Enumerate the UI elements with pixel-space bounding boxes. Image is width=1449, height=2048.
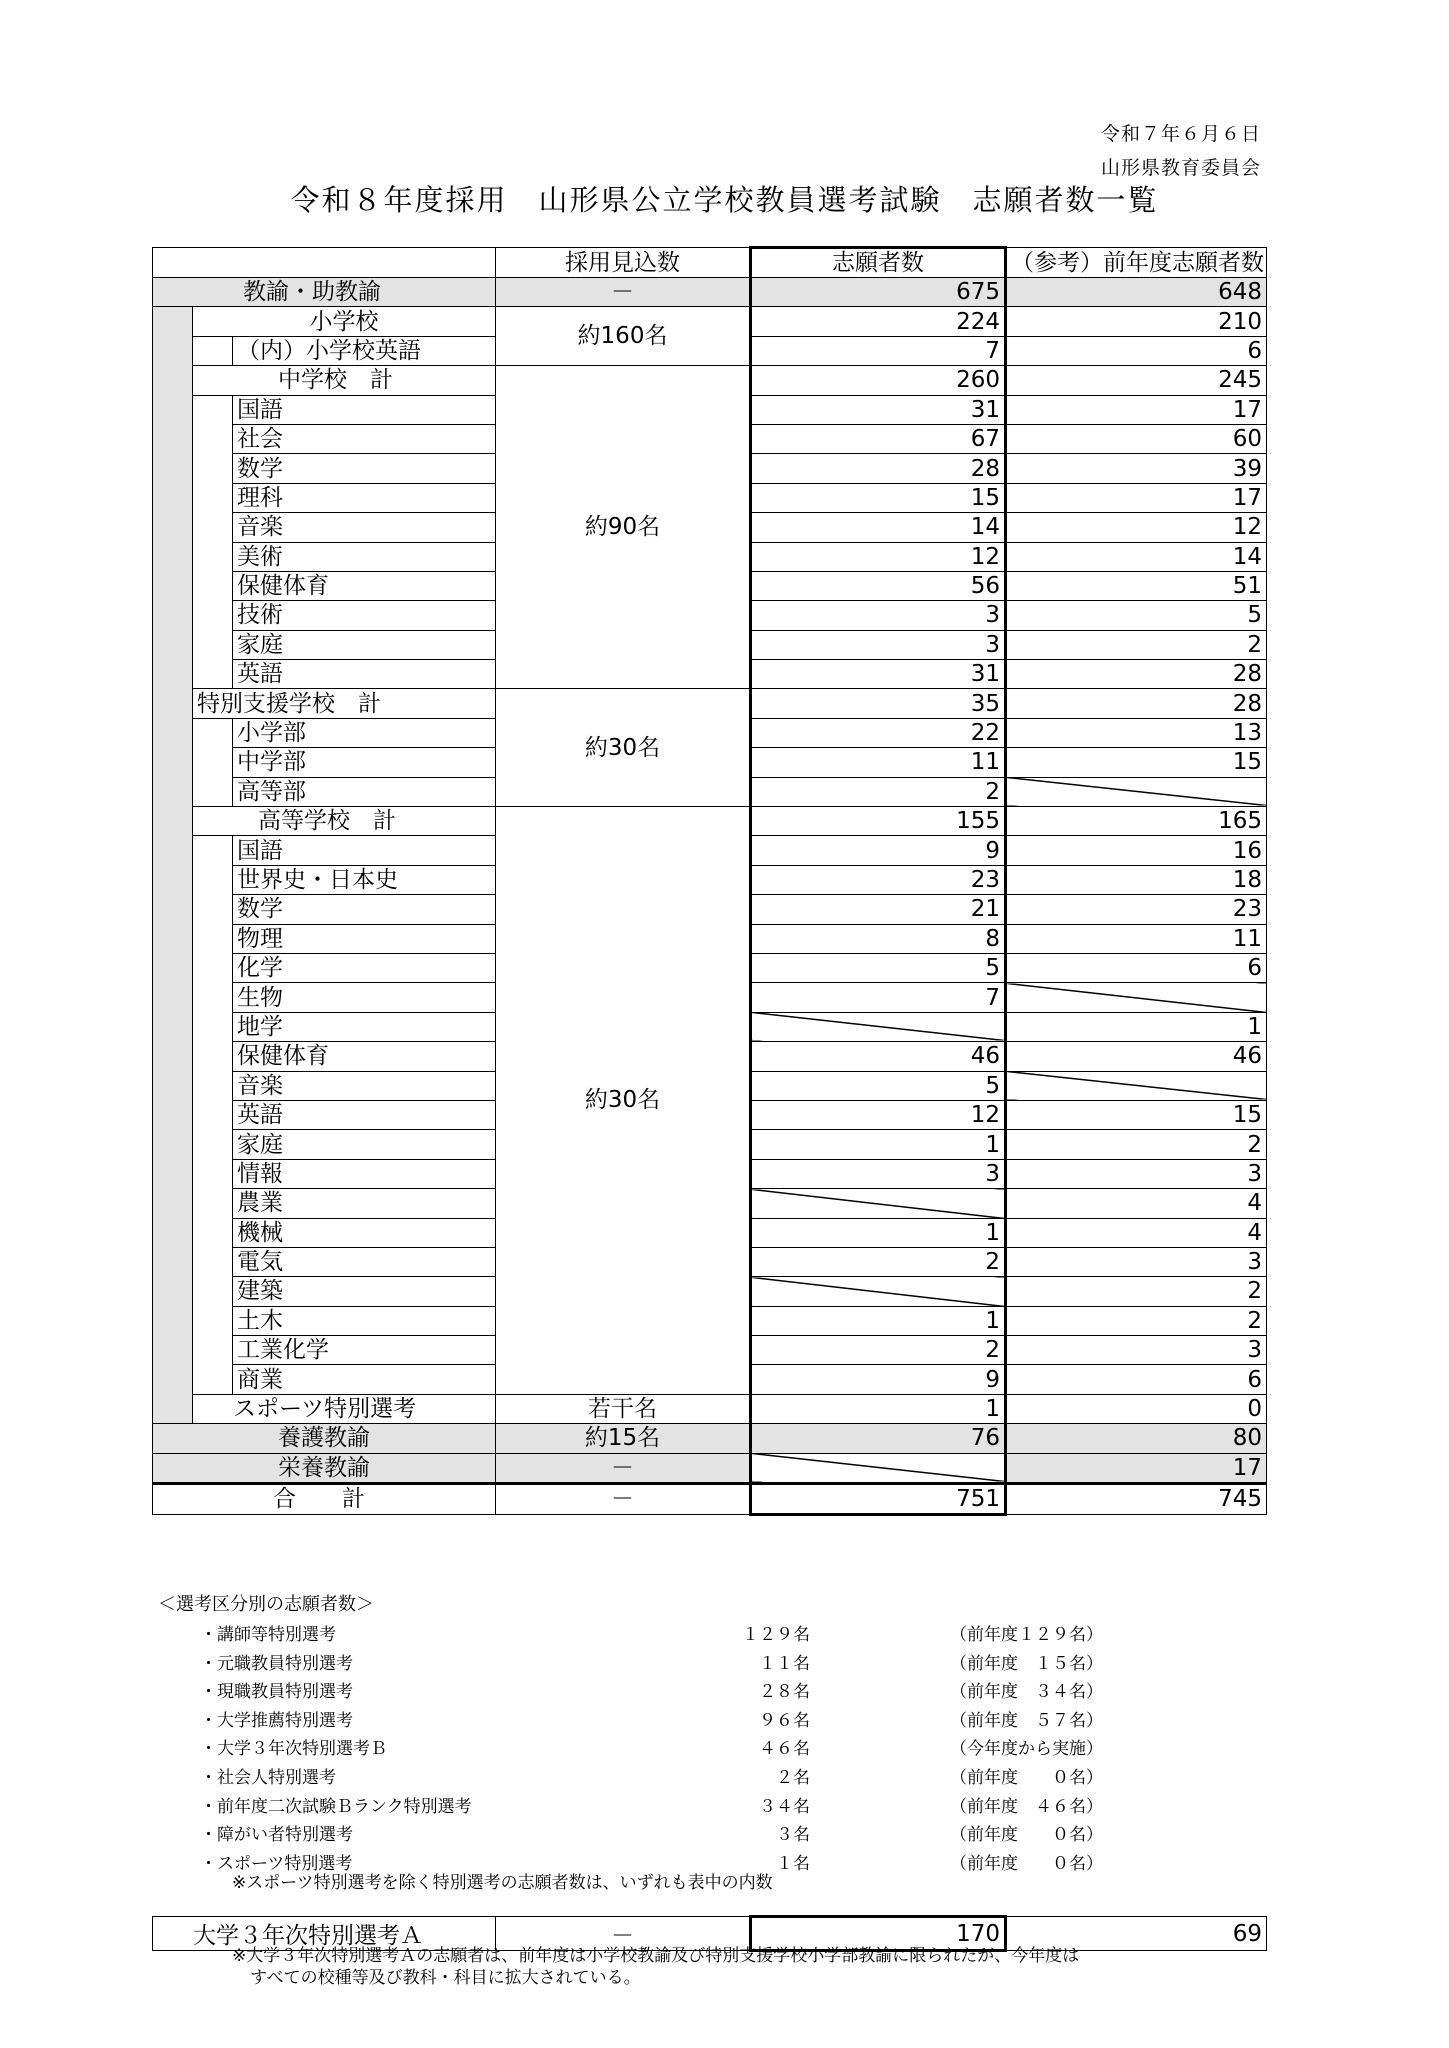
row-prev: 3	[1006, 1159, 1267, 1188]
row-prev: 2	[1006, 630, 1267, 659]
row-applicants: 260	[751, 366, 1006, 395]
row-label: 高等部	[233, 777, 496, 806]
item-prev: （前年度 ４６名）	[950, 1796, 1103, 1817]
row-prev: 12	[1006, 513, 1267, 542]
item-prev: （前年度 ０名）	[950, 1853, 1103, 1874]
indent-bar	[153, 307, 193, 1424]
indent-cell	[193, 336, 233, 365]
issuer: 山形県教育委員会	[1100, 157, 1261, 179]
item-prev: （前年度 ０名）	[950, 1825, 1103, 1846]
table-row	[153, 1394, 1267, 1423]
row-label: 化学	[233, 953, 496, 982]
row-applicants: 2	[751, 777, 1006, 806]
row-label: 国語	[233, 395, 496, 424]
row-label: 栄養教諭	[153, 1453, 496, 1483]
indent-cell	[193, 395, 233, 689]
indent-cell	[193, 836, 233, 1394]
row-applicants: 9	[751, 836, 1006, 865]
row-applicants: 1	[751, 1306, 1006, 1335]
row-prev	[1006, 777, 1267, 806]
row-label: 音楽	[233, 513, 496, 542]
row-prev: 69	[1006, 1917, 1267, 1951]
special-list	[200, 1620, 1103, 1877]
row-prev: 51	[1006, 571, 1267, 600]
row-applicants: 8	[751, 924, 1006, 953]
item-prev: （前年度 ３４名）	[950, 1682, 1103, 1703]
document-date: 令和７年６月６日	[1100, 123, 1261, 145]
row-prev: 745	[1006, 1483, 1267, 1514]
applicants-table	[152, 246, 1267, 1516]
row-prev: 6	[1006, 336, 1267, 365]
row-applicants: 15	[751, 483, 1006, 512]
special-a-note	[232, 1945, 1079, 1989]
table-row	[153, 807, 1267, 836]
row-prev: 0	[1006, 1394, 1267, 1423]
note-line: ※大学３年次特別選考Ａの志願者は、前年度は小学校教諭及び特別支援学校小学部教諭に限られたが、今年度は	[232, 1946, 1080, 1966]
item-name: ・社会人特別選考	[200, 1767, 336, 1788]
row-applicants: 67	[751, 424, 1006, 453]
row-label: 家庭	[233, 630, 496, 659]
row-label: 小学部	[233, 718, 496, 747]
item-count: １１名	[759, 1653, 810, 1674]
row-quota: 約90名	[496, 366, 751, 689]
row-prev: 2	[1006, 1306, 1267, 1335]
row-applicants: 1	[751, 1394, 1006, 1423]
row-applicants: 46	[751, 1042, 1006, 1071]
row-label: 物理	[233, 924, 496, 953]
row-quota: 約160名	[496, 307, 751, 366]
item-count: ３４名	[759, 1796, 810, 1817]
row-label: 商業	[233, 1365, 496, 1394]
row-label: スポーツ特別選考	[193, 1394, 496, 1423]
item-prev: （前年度 ５７名）	[950, 1710, 1103, 1731]
row-applicants: 21	[751, 895, 1006, 924]
row-applicants: 31	[751, 660, 1006, 689]
row-applicants: 22	[751, 718, 1006, 747]
row-prev: 14	[1006, 542, 1267, 571]
item-prev: （今年度から実施）	[950, 1739, 1103, 1760]
row-applicants	[751, 1012, 1006, 1041]
header-applicants: 志願者数	[751, 248, 1006, 278]
row-prev: 6	[1006, 953, 1267, 982]
row-applicants: 28	[751, 454, 1006, 483]
item-count: ２名	[776, 1767, 810, 1788]
table-row	[153, 278, 1267, 307]
row-label: 生物	[233, 983, 496, 1012]
row-prev: 245	[1006, 366, 1267, 395]
row-prev: 46	[1006, 1042, 1267, 1071]
row-label: 理科	[233, 483, 496, 512]
item-name: ・元職教員特別選考	[200, 1653, 353, 1674]
row-quota: －	[496, 1917, 751, 1951]
row-label: 中学部	[233, 748, 496, 777]
item-count: １名	[776, 1853, 810, 1874]
row-label: 家庭	[233, 1130, 496, 1159]
row-label: 保健体育	[233, 1042, 496, 1071]
row-label: 世界史・日本史	[233, 865, 496, 894]
row-label: 地学	[233, 1012, 496, 1041]
item-count: ９６名	[759, 1710, 810, 1731]
row-label: 英語	[233, 660, 496, 689]
table-row	[153, 1453, 1267, 1483]
header-quota: 採用見込数	[496, 248, 751, 278]
row-label: 特別支援学校 計	[193, 689, 496, 718]
row-prev: 15	[1006, 1100, 1267, 1129]
row-quota: －	[496, 278, 751, 307]
row-prev: 17	[1006, 395, 1267, 424]
row-prev: 165	[1006, 807, 1267, 836]
row-prev: 60	[1006, 424, 1267, 453]
row-label: 音楽	[233, 1071, 496, 1100]
row-quota: 約15名	[496, 1424, 751, 1453]
row-applicants: 3	[751, 1159, 1006, 1188]
row-label: 保健体育	[233, 571, 496, 600]
header-blank	[153, 248, 496, 278]
row-applicants: 7	[751, 336, 1006, 365]
row-applicants	[751, 1277, 1006, 1306]
row-quota: 若干名	[496, 1394, 751, 1423]
row-prev: 11	[1006, 924, 1267, 953]
list-item	[200, 1706, 1103, 1735]
item-name: ・前年度二次試験Ｂランク特別選考	[200, 1796, 472, 1817]
row-prev: 2	[1006, 1130, 1267, 1159]
row-prev: 28	[1006, 660, 1267, 689]
row-applicants: 9	[751, 1365, 1006, 1394]
item-count: １２９名	[742, 1625, 810, 1645]
row-applicants: 35	[751, 689, 1006, 718]
row-quota: －	[496, 1483, 751, 1514]
row-label: 養護教諭	[153, 1424, 496, 1453]
row-prev	[1006, 983, 1267, 1012]
row-applicants: 12	[751, 1100, 1006, 1129]
row-applicants: 3	[751, 630, 1006, 659]
item-prev: （前年度 ０名）	[950, 1767, 1103, 1788]
row-prev: 15	[1006, 748, 1267, 777]
row-label: 英語	[233, 1100, 496, 1129]
total-row	[153, 1483, 1267, 1514]
indent-cell	[193, 718, 233, 806]
row-applicants: 31	[751, 395, 1006, 424]
row-label: 数学	[233, 454, 496, 483]
row-label: （内）小学校英語	[233, 336, 496, 365]
row-label: 中学校 計	[193, 366, 496, 395]
row-prev: 28	[1006, 689, 1267, 718]
row-applicants: 7	[751, 983, 1006, 1012]
table-row	[153, 689, 1267, 718]
row-label: 教諭・助教諭	[153, 278, 496, 307]
list-item	[200, 1734, 1103, 1763]
item-prev: （前年度 １５名）	[950, 1653, 1103, 1674]
row-applicants: 56	[751, 571, 1006, 600]
row-prev	[1006, 1071, 1267, 1100]
list-item	[200, 1820, 1103, 1849]
table-row	[153, 307, 1267, 336]
row-prev: 3	[1006, 1336, 1267, 1365]
row-label: 機械	[233, 1218, 496, 1247]
list-item	[200, 1792, 1103, 1821]
row-prev: 3	[1006, 1247, 1267, 1276]
header-prev: （参考）前年度志願者数	[1006, 248, 1267, 278]
item-name: ・大学３年次特別選考Ｂ	[200, 1739, 387, 1760]
row-applicants: 14	[751, 513, 1006, 542]
item-count: ４６名	[759, 1739, 810, 1760]
item-name: ・スポーツ特別選考	[200, 1853, 353, 1874]
row-quota: －	[496, 1453, 751, 1483]
list-item	[200, 1620, 1103, 1649]
row-applicants: 1	[751, 1130, 1006, 1159]
row-applicants: 2	[751, 1247, 1006, 1276]
special-note: ※スポーツ特別選考を除く特別選考の志願者数は、いずれも表中の内数	[232, 1873, 773, 1893]
row-applicants	[751, 1453, 1006, 1483]
row-label: 国語	[233, 836, 496, 865]
row-label: 建築	[233, 1277, 496, 1306]
table-row	[153, 1424, 1267, 1453]
row-applicants: 76	[751, 1424, 1006, 1453]
row-prev: 23	[1006, 895, 1267, 924]
row-applicants: 3	[751, 601, 1006, 630]
row-applicants: 2	[751, 1336, 1006, 1365]
row-prev: 13	[1006, 718, 1267, 747]
row-prev: 2	[1006, 1277, 1267, 1306]
row-applicants: 224	[751, 307, 1006, 336]
item-name: ・現職教員特別選考	[200, 1682, 353, 1703]
row-prev: 1	[1006, 1012, 1267, 1041]
row-applicants: 751	[751, 1483, 1006, 1514]
item-count: ３名	[776, 1825, 810, 1846]
list-item	[200, 1649, 1103, 1678]
row-label: 情報	[233, 1159, 496, 1188]
item-count: ２８名	[759, 1682, 810, 1703]
row-prev: 80	[1006, 1424, 1267, 1453]
item-prev: （前年度１２９名）	[950, 1625, 1103, 1645]
table-row	[153, 366, 1267, 395]
row-prev: 4	[1006, 1189, 1267, 1218]
row-quota: 約30名	[496, 807, 751, 1395]
page-title: 令和８年度採用 山形県公立学校教員選考試験 志願者数一覧	[290, 183, 1159, 217]
row-prev: 17	[1006, 483, 1267, 512]
row-label: 高等学校 計	[193, 807, 496, 836]
row-label: 数学	[233, 895, 496, 924]
row-applicants: 23	[751, 865, 1006, 894]
row-applicants: 170	[751, 1917, 1006, 1951]
row-label: 土木	[233, 1306, 496, 1335]
row-prev: 18	[1006, 865, 1267, 894]
list-item	[200, 1677, 1103, 1706]
table-header-row	[153, 248, 1267, 278]
row-prev: 39	[1006, 454, 1267, 483]
row-label: 電気	[233, 1247, 496, 1276]
note-line: すべての校種等及び教科・科目に拡大されている。	[250, 1968, 641, 1988]
row-prev: 648	[1006, 278, 1267, 307]
row-prev: 17	[1006, 1453, 1267, 1483]
row-applicants: 5	[751, 1071, 1006, 1100]
row-applicants: 1	[751, 1218, 1006, 1247]
row-label: 社会	[233, 424, 496, 453]
row-applicants: 5	[751, 953, 1006, 982]
row-applicants: 675	[751, 278, 1006, 307]
item-name: ・講師等特別選考	[200, 1625, 336, 1645]
row-prev: 16	[1006, 836, 1267, 865]
row-prev: 4	[1006, 1218, 1267, 1247]
row-label: 大学３年次特別選考Ａ	[153, 1917, 496, 1951]
row-label: 合 計	[153, 1483, 496, 1514]
row-label: 美術	[233, 542, 496, 571]
row-label: 農業	[233, 1189, 496, 1218]
row-label: 技術	[233, 601, 496, 630]
row-label: 工業化学	[233, 1336, 496, 1365]
row-applicants: 12	[751, 542, 1006, 571]
row-applicants: 11	[751, 748, 1006, 777]
special-heading: ＜選考区分別の志願者数＞	[158, 1594, 374, 1615]
list-item	[200, 1763, 1103, 1792]
row-applicants: 155	[751, 807, 1006, 836]
item-name: ・障がい者特別選考	[200, 1825, 353, 1846]
row-prev: 5	[1006, 601, 1267, 630]
row-prev: 6	[1006, 1365, 1267, 1394]
row-label: 小学校	[193, 307, 496, 336]
row-prev: 210	[1006, 307, 1267, 336]
item-name: ・大学推薦特別選考	[200, 1710, 353, 1731]
row-quota: 約30名	[496, 689, 751, 807]
row-applicants	[751, 1189, 1006, 1218]
